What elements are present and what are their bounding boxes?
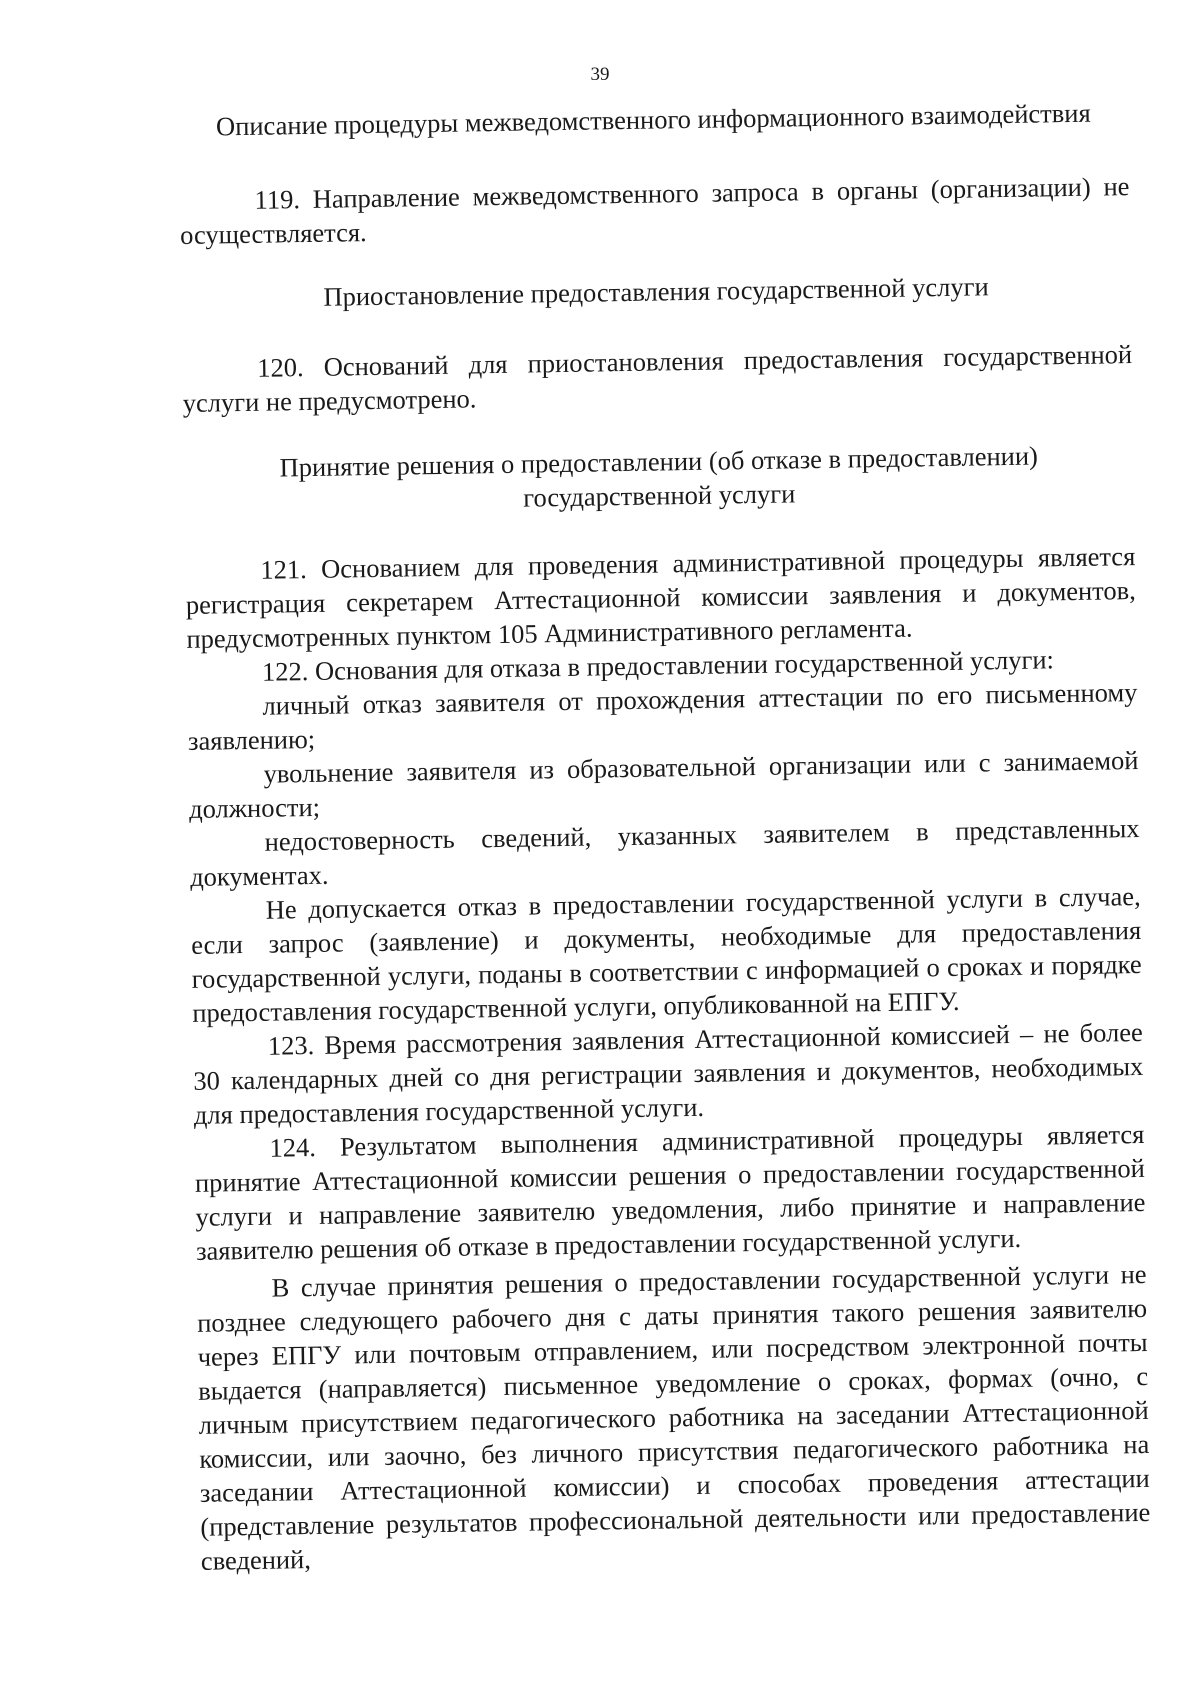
paragraph-122-note: Не допускается отказ в предоставлении государственной услуги в случае, если запрос (заявление) и документы, необходимые для предоставления государственной услуги, поданы в соответствии с информацией о сроках и порядке предоставления государственной услуги, опубликованной на ЕПГУ. (191, 880, 1142, 1028)
paragraph-123: 123. Время рассмотрения заявления Аттестационной комиссией – не более 30 календарных дней со дня регистрации заявления и документов, необходимых для предоставления государственной услуги. (193, 1016, 1144, 1130)
paragraph-122-item-1: личный отказ заявителя от прохождения аттестации по его письменному заявлению; (187, 677, 1138, 756)
section-heading-decision: Принятие решения о предоставлении (об отказе в предоставлении) государственной услуги (279, 440, 1039, 513)
section-heading-interagency: Описание процедуры межведомственного информационного взаимодействия (215, 97, 1091, 142)
paragraph-122-item-3: недостоверность сведений, указанных заявителем в представленных документах. (189, 812, 1140, 892)
paragraph-120: 120. Оснований для приостановления предоставления государственной услуги не предусмотрено. (182, 339, 1133, 418)
paragraph-122-item-2: увольнение заявителя из образовательной организации или с занимаемой должности; (188, 744, 1139, 824)
page-number: 39 (590, 64, 610, 85)
section-heading-suspension: Приостановление предоставления государственной услуги (323, 271, 989, 312)
paragraph-121: 121. Основанием для проведения административной процедуры является регистрация секретарем Аттестационной комиссии заявления и документов, предусмотренных пунктом 105 Административного регламента. (185, 541, 1137, 654)
paragraph-124-continuation: В случае принятия решения о предоставлении государственной услуги не позднее следующего рабочего дня с даты принятия такого решения заявителю через ЕПГУ или почтовым отправлением, или посредством электронной почты выдается (направляется) письменное уведомление о сроках, формах (очно, с личным присутствием педагогического работника на заседании Аттестационной комиссии, или заочно, без личного присутствия педагогического работника на заседании Аттестационной комиссии) и способах проведения аттестации (представление результатов профессиональной деятельности или предоставление сведений, (196, 1258, 1151, 1576)
document-body (178, 87, 1151, 1578)
paragraph-119: 119. Направление межведомственного запроса в органы (организации) не осуществляется. (179, 171, 1130, 250)
paragraph-122: 122. Основания для отказа в предоставлении государственной услуги: (261, 644, 1055, 687)
paragraph-124: 124. Результатом выполнения административной процедуры является принятие Аттестационной комиссии решения о предоставлении государственной услуги и направление заявителю уведомления, либо принятие и направление заявителю решения об отказе в предоставлении государственной услуги. (194, 1118, 1146, 1266)
